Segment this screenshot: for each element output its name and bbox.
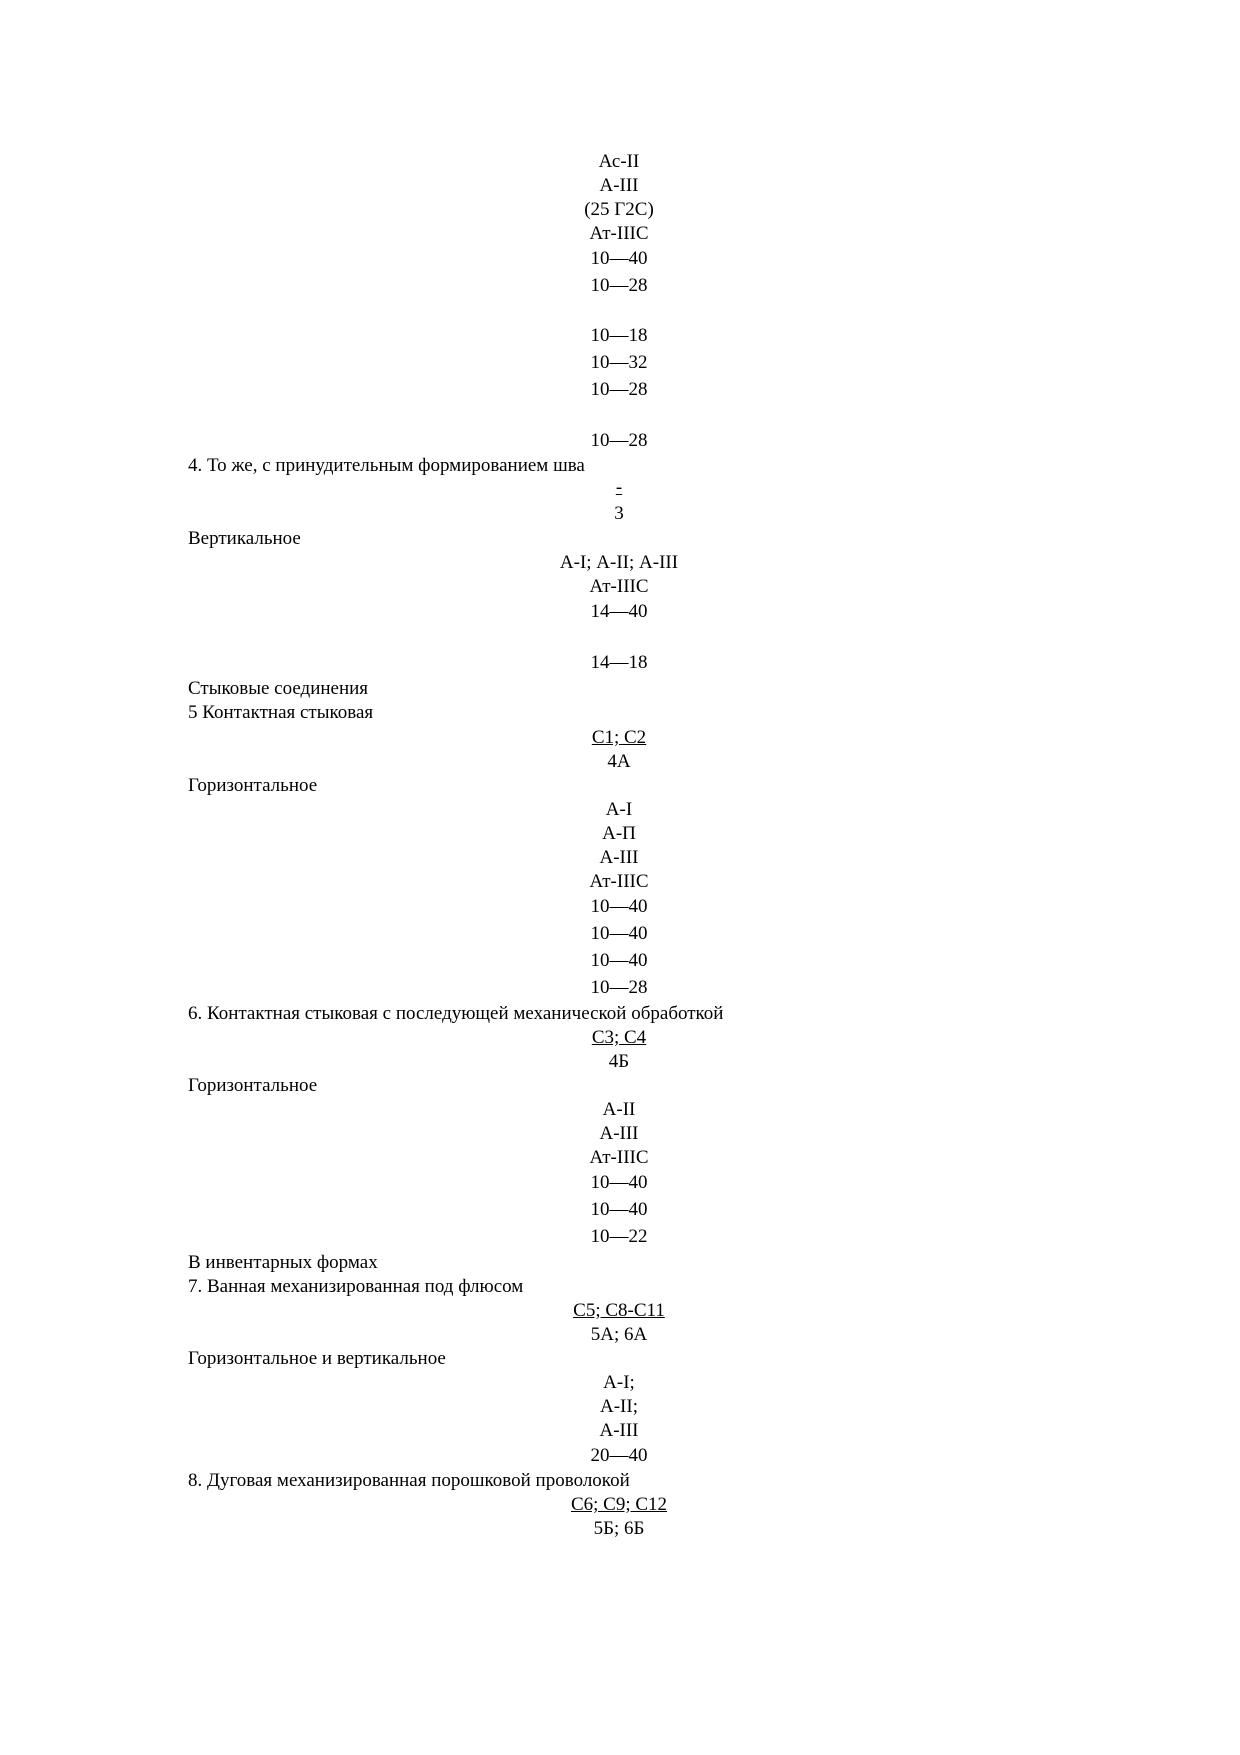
diameter-range: 10—40 <box>590 1172 648 1193</box>
steel-grade: А-II <box>602 1099 636 1120</box>
section-heading: Стыковые соединения <box>188 678 369 699</box>
figure-ref: 4Б <box>608 1051 630 1072</box>
diameter-range: 10—32 <box>590 352 648 373</box>
diameter-range: 10—28 <box>590 430 648 451</box>
weld-position: Горизонтальное <box>188 775 318 796</box>
diameter-range: 10—28 <box>590 977 648 998</box>
diameter-range: 10—40 <box>590 1199 648 1220</box>
steel-grade: А-I; А-II; А-III <box>559 552 679 573</box>
steel-grade: Ас-II <box>598 151 640 172</box>
method-title: 4. То же, с принудительным формированием шва <box>188 455 585 476</box>
diameter-range: 14—40 <box>590 601 648 622</box>
joint-types: С6; С9; С12 <box>570 1494 668 1515</box>
steel-grade: А-П <box>602 823 636 844</box>
figure-ref: 5Б; 6Б <box>593 1518 645 1539</box>
method-title: 5 Контактная стыковая <box>188 702 374 723</box>
diameter-range: 20—40 <box>590 1445 648 1466</box>
steel-grade: А-III <box>599 1123 639 1144</box>
weld-position: Горизонтальное <box>188 1075 318 1096</box>
diameter-range: 10—28 <box>590 379 648 400</box>
joint-types: С3; С4 <box>591 1027 647 1048</box>
diameter-range: 10—40 <box>590 896 648 917</box>
figure-marker: - <box>615 477 623 498</box>
joint-types: С5; С8-С11 <box>573 1300 665 1321</box>
steel-grade: А-I <box>605 799 633 820</box>
diameter-range: 10—28 <box>590 275 648 296</box>
steel-grade: А-III <box>599 847 639 868</box>
diameter-range: 10—40 <box>590 950 648 971</box>
steel-grade: Ат-IIIС <box>589 871 649 892</box>
figure-number: 3 <box>614 503 624 524</box>
weld-position: Горизонтальное и вертикальное <box>188 1348 446 1369</box>
diameter-range: 10—40 <box>590 923 648 944</box>
diameter-range: 10—40 <box>590 248 648 269</box>
steel-grade: А-III <box>599 1420 639 1441</box>
figure-ref: 4А <box>607 751 631 772</box>
diameter-range: 10—18 <box>590 325 648 346</box>
steel-grade: Ат-IIIС <box>589 576 649 597</box>
joint-types: С1; С2 <box>591 727 647 748</box>
steel-grade: А-II; <box>600 1396 638 1417</box>
method-title: 7. Ванная механизированная под флюсом <box>188 1276 524 1297</box>
diameter-range: 10—22 <box>590 1226 648 1247</box>
weld-position: Вертикальное <box>188 528 301 549</box>
method-title: 8. Дуговая механизированная порошковой проволокой <box>188 1470 630 1491</box>
steel-grade: Ат-IIIС <box>589 1147 649 1168</box>
steel-grade: А-I; <box>603 1372 635 1393</box>
steel-grade: (25 Г2С) <box>584 199 654 220</box>
steel-grade: А-III <box>599 175 639 196</box>
method-title: 6. Контактная стыковая с последующей механической обработкой <box>188 1003 724 1024</box>
diameter-range: 14—18 <box>590 652 648 673</box>
figure-ref: 5А; 6А <box>590 1324 648 1345</box>
steel-grade: Ат-IIIС <box>589 223 649 244</box>
method-note: В инвентарных формах <box>188 1252 378 1273</box>
